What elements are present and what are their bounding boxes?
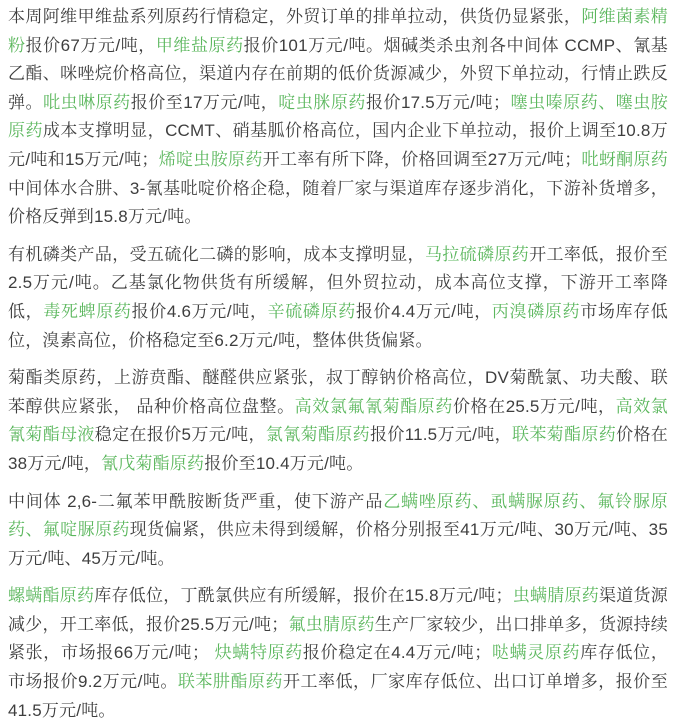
body-text: 开工率低，报价至2.5万元/吨。乙基氯化物供货有所缓解，但外贸拉动，成本高位支撑，下游开工率降低，	[8, 244, 668, 321]
body-text: 中间体 2,6-二氟苯甲酰胺断货严重，使下游产品	[8, 491, 384, 511]
paragraph-2	[8, 241, 668, 355]
product-name-link[interactable]: 阿维菌素精粉	[8, 7, 669, 55]
paragraph-4	[8, 488, 668, 574]
body-text: 报价11.5万元/吨，	[369, 425, 512, 445]
body-text: 成本支撑明显，CCMT、硝基胍价格高位，国内企业下单拉动，报价上调至10.8万元/吨和15万元/吨；	[8, 121, 668, 169]
product-name-link[interactable]: 联苯肼酯原药	[177, 672, 283, 692]
product-name-link[interactable]: 丙溴磷原药	[491, 301, 581, 321]
body-text: 报价67万元/吨，	[25, 35, 156, 55]
product-name-link[interactable]: 联苯菊酯原药	[511, 425, 617, 445]
product-name-link[interactable]: 氯氰菊酯原药	[265, 425, 370, 445]
body-text: 市场库存低位，溴素高位，价格稳定至6.2万元/吨，整体供货偏紧。	[8, 301, 669, 350]
body-text: 有机磷类产品，受五硫化二磷的影响，成本支撑明显，	[8, 244, 425, 264]
body-text: 稳定在报价5万元/吨，	[94, 425, 266, 445]
product-name-link[interactable]: 氟虫腈原药	[288, 614, 375, 634]
product-name-link[interactable]: 甲维盐原药	[155, 35, 244, 55]
body-text: 报价101万元/吨。烟碱类杀虫剂各中间体 CCMP、氰基乙酯、咪唑烷价格高位，渠道内存在前期的低价货源减少，外贸下单拉动，行情止跌反弹。	[8, 35, 668, 112]
body-text: 报价至17万元/吨，	[130, 92, 279, 112]
product-name-link[interactable]: 炔螨特原药	[214, 643, 303, 663]
body-text: 库存低位，丁酰氯供应有所缓解，报价在15.8万元/吨；	[94, 586, 513, 606]
product-name-link[interactable]: 吡蚜酮原药	[581, 149, 669, 169]
article-body	[8, 3, 668, 725]
body-text: 渠道货源减少，开工率低，报价25.5万元/吨；	[8, 586, 669, 634]
product-name-link[interactable]: 氰戊菊酯原药	[101, 453, 205, 473]
body-text: 报价17.5万元/吨；	[365, 92, 511, 112]
product-name-link[interactable]: 毒死蜱原药	[43, 301, 132, 321]
body-text: 本周阿维甲维盐系列原药行情稳定，外贸订单的排单拉动，供货仍显紧张，	[8, 7, 582, 26]
product-name-link[interactable]: 辛硫磷原药	[267, 301, 356, 321]
product-name-link[interactable]: 噻虫嗪原药、噻虫胺原药	[8, 92, 668, 141]
body-text: 报价稳定在4.4万元/吨；	[302, 643, 492, 663]
body-text: 中间体水合肼、3-氰基吡啶价格企稳，随着厂家与渠道库存逐步消化，下游补货增多，价格反弹到15.8万元/吨。	[8, 178, 668, 227]
product-name-link[interactable]: 虫螨腈原药	[512, 586, 600, 606]
product-name-link[interactable]: 啶虫脒原药	[278, 92, 366, 112]
body-text: 生产厂家较少，出口排单多，货源持续紧张，市场报66万元/吨；	[8, 614, 669, 663]
product-name-link[interactable]: 马拉硫磷原药	[424, 244, 530, 264]
paragraph-1	[8, 3, 668, 232]
product-name-link[interactable]: 吡虫啉原药	[43, 92, 131, 112]
body-text: 开工率有所下降，价格回调至27万元/吨；	[262, 149, 582, 169]
body-text: 报价4.6万元/吨，	[131, 301, 268, 321]
body-text: 开工率低，厂家库存低位、出口订单增多，报价至41.5万元/吨。	[8, 672, 668, 720]
body-text: 报价至10.4万元/吨。	[204, 453, 364, 473]
body-text: 价格在25.5万元/吨，	[452, 396, 616, 416]
product-name-link[interactable]: 乙螨唑原药、虱螨脲原药、氟铃脲原药、氟啶脲原药	[8, 491, 668, 540]
product-name-link[interactable]: 螺螨酯原药	[8, 586, 95, 606]
body-text: 库存低位，市场报价9.2万元/吨。	[8, 643, 669, 692]
body-text: 菊酯类原药，上游贲酯、醚醛供应紧张，叔丁醇钠价格高位，DV菊酰氯、功夫酸、联苯醇供应紧张， 品种价格高位盘整。	[8, 368, 668, 416]
body-text: 现货偏紧，供应未得到缓解，价格分别报至41万元/吨、30万元/吨、35万元/吨、45万元/吨。	[8, 520, 668, 568]
paragraph-5	[8, 582, 668, 725]
product-name-link[interactable]: 高效氯氰菊酯母液	[8, 396, 668, 445]
product-name-link[interactable]: 高效氯氟氰菊酯原药	[294, 396, 453, 416]
product-name-link[interactable]: 烯啶虫胺原药	[158, 149, 263, 169]
body-text: 报价4.4万元/吨，	[355, 301, 492, 321]
product-name-link[interactable]: 哒螨灵原药	[491, 643, 581, 663]
paragraph-3	[8, 364, 668, 478]
body-text: 价格在38万元/吨，	[8, 425, 669, 473]
